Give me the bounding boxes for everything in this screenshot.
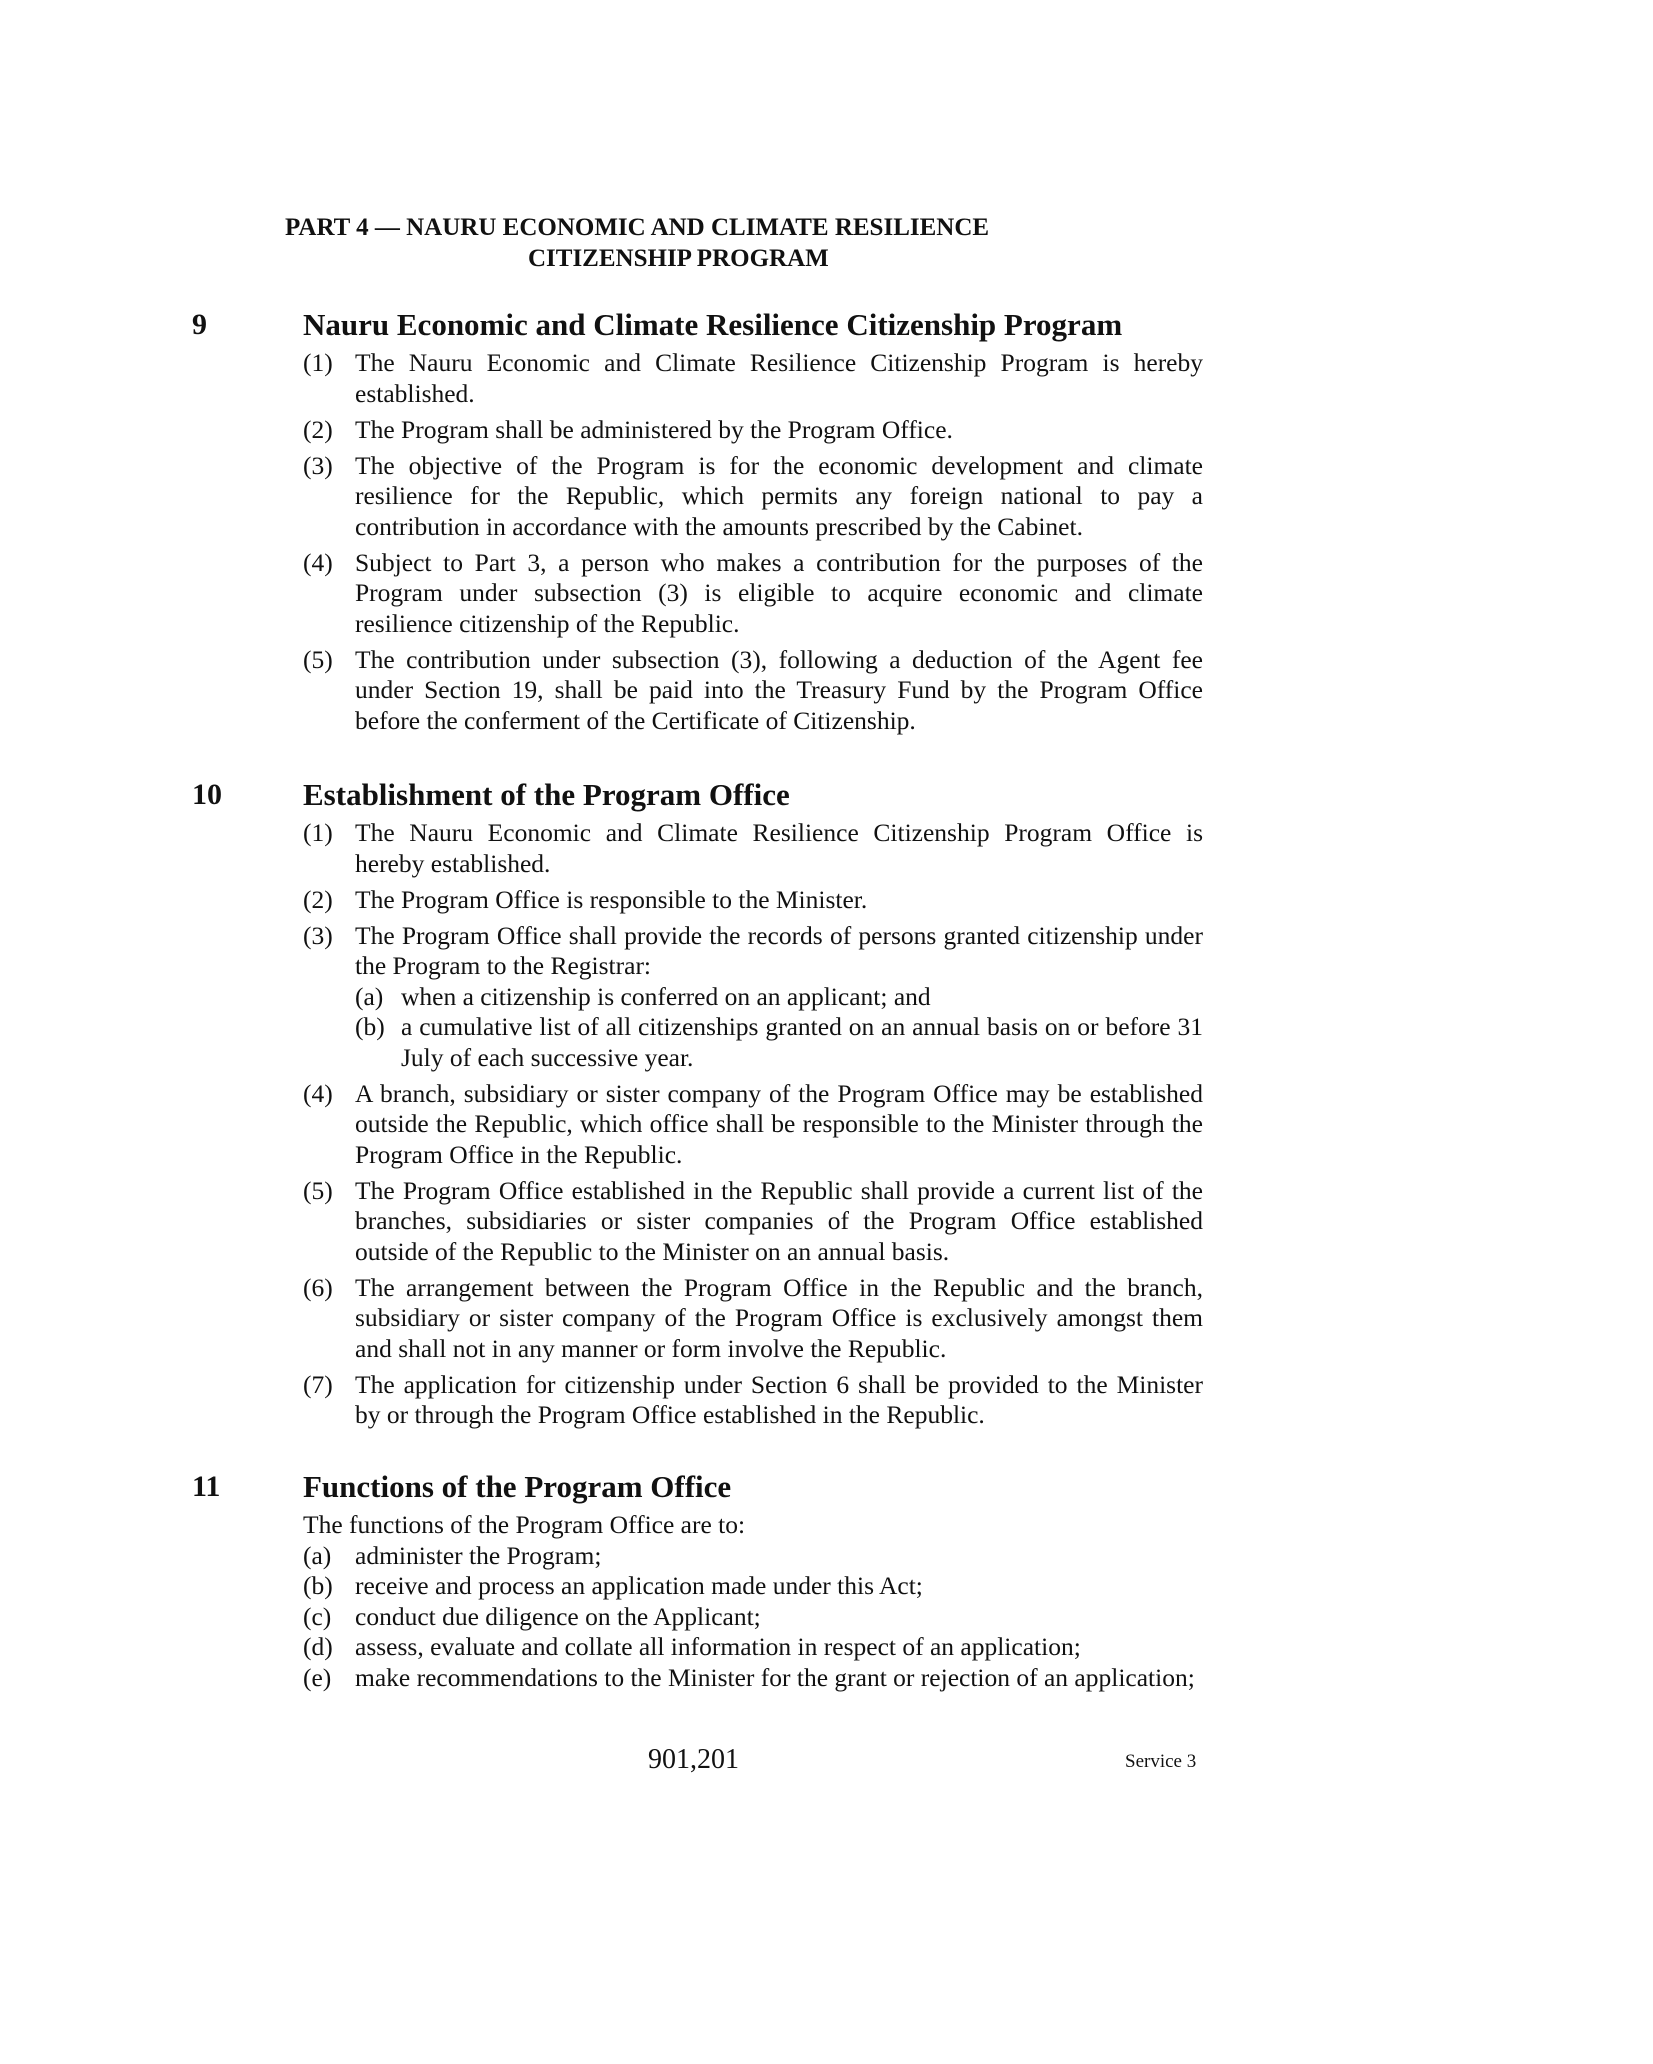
function-label: (a): [303, 1540, 332, 1570]
subsection: [303, 921, 1203, 1074]
subsection-label: (1): [303, 348, 333, 377]
subsection-label: (2): [303, 414, 333, 444]
part-heading: [285, 212, 1225, 274]
section-title: Establishment of the Program Office: [303, 777, 790, 812]
function-item: [303, 1602, 1203, 1633]
section-intro: The functions of the Program Office are to:: [303, 1510, 746, 1539]
subsection-text: The Program Office shall provide the records of persons granted citizenship under the Program to the Registrar:: [355, 920, 1203, 980]
section-number: 11: [192, 1470, 221, 1503]
function-text: administer the Program;: [355, 1540, 602, 1570]
paragraph: [355, 1012, 1203, 1073]
subsection-label: (4): [303, 1078, 333, 1108]
subsection-text: The Program shall be administered by the Program Office.: [355, 414, 953, 444]
section-items: [303, 348, 1203, 742]
subsection-label: (1): [303, 818, 333, 847]
subsection-text: The Nauru Economic and Climate Resilience Citizenship Program is hereby established.: [355, 348, 1203, 408]
subsection: [303, 548, 1203, 640]
subsection-label: (3): [303, 450, 333, 480]
paragraph-label: (b): [355, 1012, 385, 1041]
function-item: [303, 1663, 1203, 1694]
subsection-text: The Program Office is responsible to the Minister.: [355, 884, 868, 914]
function-label: (c): [303, 1601, 332, 1631]
function-label: (e): [303, 1662, 332, 1692]
page-number: 901,201: [648, 1744, 739, 1775]
subsection-label: (7): [303, 1369, 333, 1399]
paragraph-label: (a): [355, 981, 384, 1011]
service-label: Service 3: [1125, 1751, 1197, 1772]
function-text: conduct due diligence on the Applicant;: [355, 1601, 761, 1631]
subsection-text: Subject to Part 3, a person who makes a contribution for the purposes of the Program under subsection (3) is eligible to acquire economic and climate resilience citizenship of the Republic.: [355, 547, 1203, 638]
subsection-text: The Nauru Economic and Climate Resilience Citizenship Program Office is hereby established.: [355, 818, 1203, 878]
subsection-text: The objective of the Program is for the economic development and climate resilience for the Republic, which permits any foreign national to pay a contribution in accordance with the amounts prescribed by the Cabinet.: [355, 450, 1203, 541]
subsection: [303, 1079, 1203, 1171]
subsection: [303, 1176, 1203, 1268]
subsection-label: (6): [303, 1272, 333, 1302]
subsection: [303, 645, 1203, 737]
subsection: [303, 348, 1203, 409]
paragraph-text: a cumulative list of all citizenships granted on an annual basis on or before 31 July of each successive year.: [401, 1012, 1203, 1072]
subsection: [303, 451, 1203, 543]
subsection-text: A branch, subsidiary or sister company of the Program Office may be established outside the Republic, which office shall be responsible to the Minister through the Program Office in the Republic.: [355, 1078, 1203, 1169]
part-heading-line-1: PART 4 — NAURU ECONOMIC AND CLIMATE RESILIENCE: [285, 214, 990, 241]
section-number: 10: [192, 778, 222, 811]
part-heading-line-2: CITIZENSHIP PROGRAM: [528, 245, 829, 272]
paragraph-text: when a citizenship is conferred on an applicant; and: [401, 981, 931, 1011]
function-text: receive and process an application made under this Act;: [355, 1571, 923, 1600]
subsection-text: The application for citizenship under Section 6 shall be provided to the Minister by or through the Program Office established in the Republic.: [355, 1369, 1203, 1429]
subsection: [303, 885, 1203, 916]
subsection: [303, 1370, 1203, 1431]
function-label: (d): [303, 1632, 333, 1661]
subsection-text: The Program Office established in the Republic shall provide a current list of the branches, subsidiaries or sister companies of the Program Office established outside of the Republic to the Minister on an annual basis.: [355, 1175, 1203, 1266]
function-item: [303, 1632, 1203, 1663]
section-number: 9: [192, 308, 207, 341]
section-title: Functions of the Program Office: [303, 1469, 732, 1504]
subsection: [303, 1273, 1203, 1365]
subsection-text: The arrangement between the Program Office in the Republic and the branch, subsidiary or sister company of the Program Office is exclusively amongst them and shall not in any manner or form involve the Republic.: [355, 1272, 1203, 1363]
subsection-label: (3): [303, 920, 333, 950]
section-items: [303, 1510, 1203, 1693]
function-item: [303, 1571, 1203, 1602]
subsection-label: (5): [303, 644, 333, 674]
paragraph: [355, 982, 1203, 1013]
subsection-label: (4): [303, 547, 333, 577]
subsection: [303, 415, 1203, 446]
function-item: [303, 1541, 1203, 1572]
section-items: [303, 818, 1203, 1436]
subsection-text: The contribution under subsection (3), following a deduction of the Agent fee under Section 19, shall be paid into the Treasury Fund by the Program Office before the conferment of the Certificate of Citizenship.: [355, 644, 1203, 735]
subsection-label: (2): [303, 884, 333, 914]
section-title: Nauru Economic and Climate Resilience Citizenship Program: [303, 307, 1123, 342]
subsection-label: (5): [303, 1175, 333, 1205]
function-label: (b): [303, 1571, 333, 1600]
function-text: assess, evaluate and collate all information in respect of an application;: [355, 1632, 1081, 1661]
function-text: make recommendations to the Minister for the grant or rejection of an application;: [355, 1662, 1195, 1692]
subsection: [303, 818, 1203, 879]
